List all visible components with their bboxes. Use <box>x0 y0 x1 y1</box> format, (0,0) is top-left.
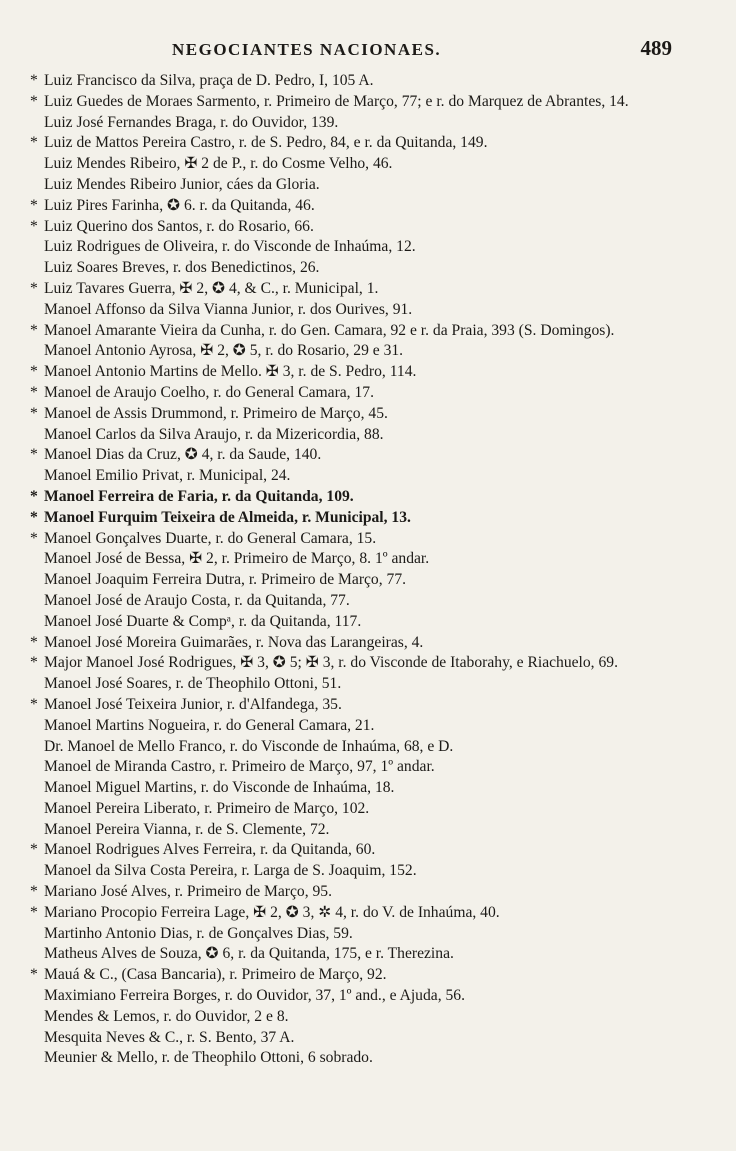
directory-entry <box>30 508 702 529</box>
star-mark-icon: * <box>30 654 38 672</box>
directory-entry <box>30 487 702 508</box>
directory-entry <box>30 1007 702 1028</box>
entry-text: Manoel Affonso da Silva Vianna Junior, r. dos Ourives, 91. <box>44 300 413 318</box>
directory-entry <box>30 71 702 92</box>
star-mark-icon: * <box>30 196 38 214</box>
star-mark-icon: * <box>30 363 38 381</box>
star-mark-icon: * <box>30 633 38 651</box>
directory-entry <box>30 924 702 945</box>
star-mark-icon: * <box>30 321 38 339</box>
entry-text: Manoel José Soares, r. de Theophilo Ottoni, 51. <box>44 675 342 693</box>
star-mark-icon: * <box>30 72 38 89</box>
star-mark-icon: * <box>30 279 38 297</box>
entry-text: Manoel Antonio Ayrosa, ✠ 2, ✪ 5, r. do Rosario, 29 e 31. <box>44 342 404 360</box>
entry-text: Dr. Manoel de Mello Franco, r. do Visconde de Inhaúma, 68, e D. <box>44 737 454 755</box>
entry-text: Mariano José Alves, r. Primeiro de Março, 95. <box>44 883 332 901</box>
directory-entry <box>30 674 702 695</box>
directory-entry <box>30 466 702 487</box>
directory-entry <box>30 737 702 758</box>
page-header <box>0 36 736 66</box>
directory-entry <box>30 362 702 383</box>
entry-text: Matheus Alves de Souza, ✪ 6, r. da Quitanda, 175, e r. Therezina. <box>44 945 454 963</box>
entry-text: Manoel José Moreira Guimarães, r. Nova das Larangeiras, 4. <box>44 633 424 651</box>
entry-text: Manoel Ferreira de Faria, r. da Quitanda, 109. <box>44 487 354 505</box>
directory-entry <box>30 425 702 446</box>
star-mark-icon: * <box>30 883 38 901</box>
directory-entry <box>30 237 702 258</box>
directory-entry <box>30 695 702 716</box>
page-number: 489 <box>640 36 672 60</box>
entry-text: Manoel Antonio Martins de Mello. ✠ 3, r. de S. Pedro, 114. <box>44 363 417 381</box>
directory-entry <box>30 133 702 154</box>
directory-entry <box>30 653 702 674</box>
star-mark-icon: * <box>30 508 38 526</box>
star-mark-icon: * <box>30 487 38 505</box>
directory-entry <box>30 903 702 924</box>
entry-text: Manoel Emilio Privat, r. Municipal, 24. <box>44 467 291 485</box>
directory-entry <box>30 196 702 217</box>
entry-text: Luiz Mendes Ribeiro Junior, cáes da Gloria. <box>44 175 320 193</box>
directory-entry <box>30 840 702 861</box>
star-mark-icon: * <box>30 134 38 152</box>
entry-text: Manoel Amarante Vieira da Cunha, r. do Gen. Camara, 92 e r. da Praia, 393 (S. Domingos). <box>44 321 615 339</box>
directory-entry <box>30 986 702 1007</box>
merchant-list <box>30 71 702 1069</box>
directory-entry <box>30 1028 702 1049</box>
entry-text: Luiz Francisco da Silva, praça de D. Pedro, I, 105 A. <box>44 72 374 89</box>
directory-entry <box>30 820 702 841</box>
entry-text: Luiz Rodrigues de Oliveira, r. do Visconde de Inhaúma, 12. <box>44 238 416 256</box>
entry-text: Manoel Rodrigues Alves Ferreira, r. da Quitanda, 60. <box>44 841 376 859</box>
directory-entry <box>30 716 702 737</box>
star-mark-icon: * <box>30 404 38 422</box>
entry-text: Manoel Furquim Teixeira de Almeida, r. Municipal, 13. <box>44 508 411 526</box>
entry-text: Luiz de Mattos Pereira Castro, r. de S. Pedro, 84, e r. da Quitanda, 149. <box>44 134 488 152</box>
entry-text: Luiz Soares Breves, r. dos Benedictinos, 26. <box>44 259 320 277</box>
directory-entry <box>30 591 702 612</box>
entry-text: Major Manoel José Rodrigues, ✠ 3, ✪ 5; ✠ 3, r. do Visconde de Itaborahy, e Riachuelo, 69. <box>44 654 618 672</box>
directory-entry <box>30 445 702 466</box>
directory-entry <box>30 154 702 175</box>
entry-text: Manoel Gonçalves Duarte, r. do General Camara, 15. <box>44 529 377 547</box>
directory-entry <box>30 341 702 362</box>
directory-entry <box>30 175 702 196</box>
entry-text: Mauá & C., (Casa Bancaria), r. Primeiro de Março, 92. <box>44 966 387 984</box>
entry-text: Mariano Procopio Ferreira Lage, ✠ 2, ✪ 3, ✲ 4, r. do V. de Inhaúma, 40. <box>44 903 500 921</box>
star-mark-icon: * <box>30 903 38 921</box>
directory-entry <box>30 633 702 654</box>
entry-text: Manoel José de Araujo Costa, r. da Quitanda, 77. <box>44 591 350 609</box>
entry-text: Manoel Dias da Cruz, ✪ 4, r. da Saude, 140. <box>44 446 322 464</box>
entry-text: Manoel de Araujo Coelho, r. do General Camara, 17. <box>44 383 374 401</box>
directory-entry <box>30 799 702 820</box>
entry-text: Manoel Joaquim Ferreira Dutra, r. Primeiro de Março, 77. <box>44 571 407 589</box>
entry-text: Manoel José Duarte & Compᵃ, r. da Quitanda, 117. <box>44 612 362 630</box>
entry-text: Luiz Guedes de Moraes Sarmento, r. Primeiro de Março, 77; e r. do Marquez de Abrantes, 14. <box>44 92 629 110</box>
directory-entry <box>30 113 702 134</box>
star-mark-icon: * <box>30 446 38 464</box>
directory-entry <box>30 321 702 342</box>
entry-text: Manoel Miguel Martins, r. do Visconde de Inhaúma, 18. <box>44 779 395 797</box>
entry-text: Maximiano Ferreira Borges, r. do Ouvidor, 37, 1º and., e Ajuda, 56. <box>44 987 465 1005</box>
directory-entry <box>30 383 702 404</box>
entry-text: Mendes & Lemos, r. do Ouvidor, 2 e 8. <box>44 1007 289 1025</box>
entry-text: Manoel Martins Nogueira, r. do General Camara, 21. <box>44 716 375 734</box>
entry-text: Manoel Pereira Liberato, r. Primeiro de Março, 102. <box>44 799 370 817</box>
directory-entry <box>30 612 702 633</box>
directory-entry <box>30 404 702 425</box>
entry-text: Luiz José Fernandes Braga, r. do Ouvidor, 139. <box>44 113 339 131</box>
entry-text: Martinho Antonio Dias, r. de Gonçalves Dias, 59. <box>44 924 353 942</box>
entry-text: Manoel da Silva Costa Pereira, r. Larga de S. Joaquim, 152. <box>44 862 417 880</box>
directory-entry <box>30 92 702 113</box>
directory-entry <box>30 258 702 279</box>
entry-text: Meunier & Mello, r. de Theophilo Ottoni, 6 sobrado. <box>44 1049 373 1067</box>
entry-text: Luiz Mendes Ribeiro, ✠ 2 de P., r. do Cosme Velho, 46. <box>44 155 393 173</box>
directory-entry <box>30 1048 702 1069</box>
entry-text: Manoel José Teixeira Junior, r. d'Alfandega, 35. <box>44 695 342 713</box>
directory-entry <box>30 529 702 550</box>
star-mark-icon: * <box>30 966 38 984</box>
entry-text: Manoel Carlos da Silva Araujo, r. da Mizericordia, 88. <box>44 425 384 443</box>
star-mark-icon: * <box>30 92 38 110</box>
directory-entry <box>30 757 702 778</box>
entry-text: Mesquita Neves & C., r. S. Bento, 37 A. <box>44 1028 295 1046</box>
star-mark-icon: * <box>30 383 38 401</box>
directory-entry <box>30 279 702 300</box>
entry-text: Manoel de Assis Drummond, r. Primeiro de Março, 45. <box>44 404 388 422</box>
directory-entry <box>30 300 702 321</box>
directory-entry <box>30 944 702 965</box>
star-mark-icon: * <box>30 841 38 859</box>
entry-text: Manoel José de Bessa, ✠ 2, r. Primeiro de Março, 8. 1º andar. <box>44 550 430 568</box>
star-mark-icon: * <box>30 529 38 547</box>
entry-text: Luiz Querino dos Santos, r. do Rosario, 66. <box>44 217 314 235</box>
directory-entry <box>30 570 702 591</box>
entry-text: Manoel Pereira Vianna, r. de S. Clemente, 72. <box>44 820 330 838</box>
entry-text: Luiz Tavares Guerra, ✠ 2, ✪ 4, & C., r. Municipal, 1. <box>44 279 379 297</box>
directory-entry <box>30 861 702 882</box>
running-title: NEGOCIANTES NACIONAES. <box>172 40 442 59</box>
entry-text: Manoel de Miranda Castro, r. Primeiro de Março, 97, 1º andar. <box>44 758 435 776</box>
directory-entry <box>30 217 702 238</box>
star-mark-icon: * <box>30 217 38 235</box>
directory-entry <box>30 778 702 799</box>
directory-entry <box>30 549 702 570</box>
directory-entry <box>30 882 702 903</box>
entry-text: Luiz Pires Farinha, ✪ 6. r. da Quitanda, 46. <box>44 196 315 214</box>
star-mark-icon: * <box>30 695 38 713</box>
directory-entry <box>30 965 702 986</box>
